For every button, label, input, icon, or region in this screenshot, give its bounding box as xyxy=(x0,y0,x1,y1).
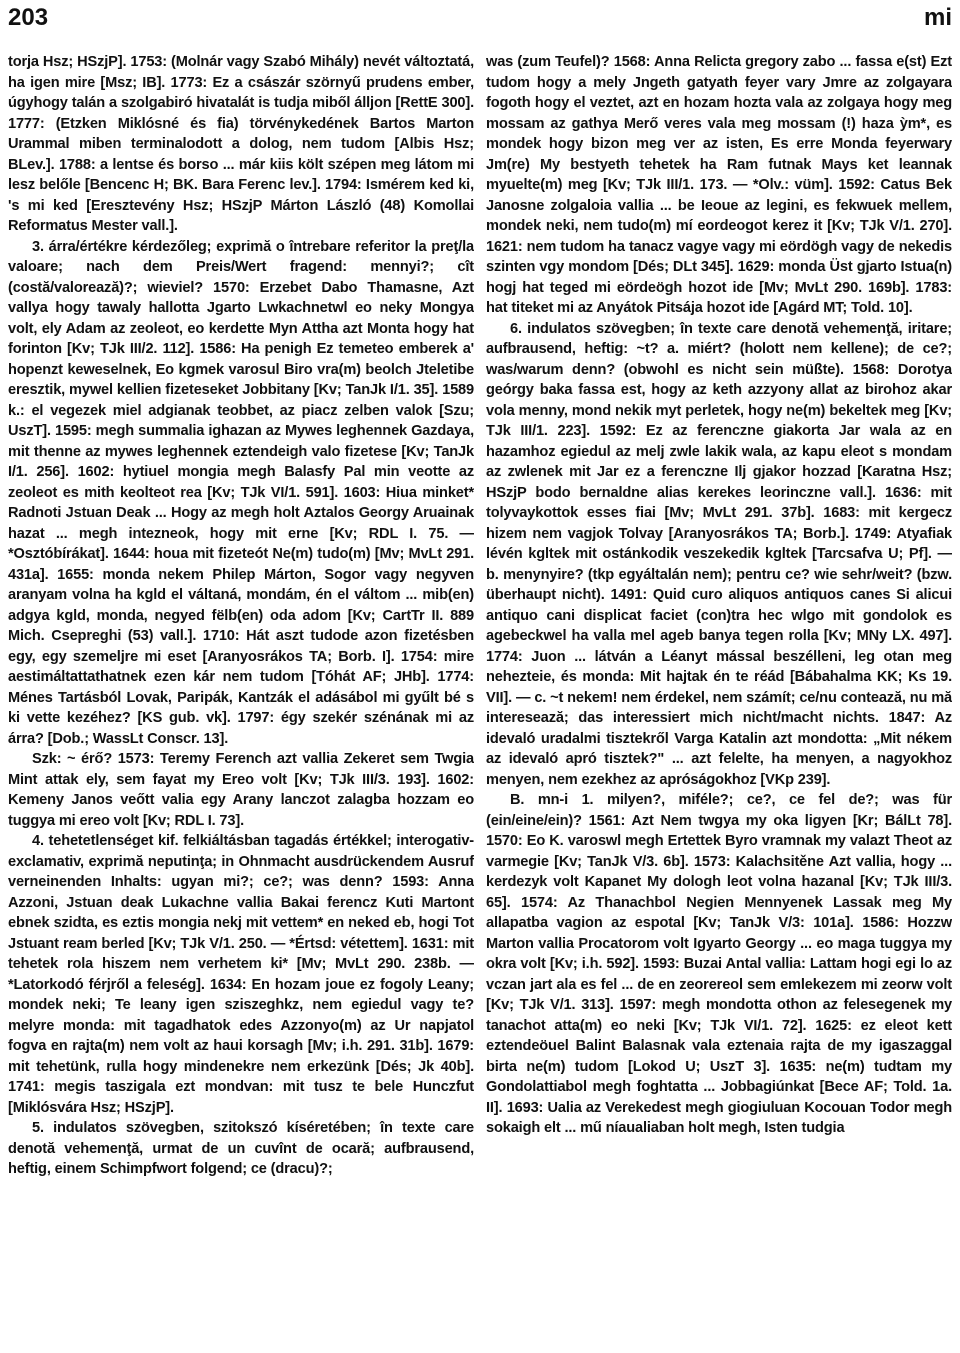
right-column xyxy=(486,52,952,1349)
page-number: 203 xyxy=(8,4,49,31)
left-column xyxy=(8,52,474,1349)
entry-paragraph: 4. tehetetlenséget kif. felkiáltásban tagadás értékkel; interogativ-exclamativ, exprimă neputinţa; in Ohnmacht ausdrückendem Ausruf verneinenden Inhalts: ugyan mi?; ce?; was denn? 1593: Anna Azzoni, Jstuan deak Lukachne vallia Bakai ferencz Kuti Martont ebnek szidta, es eztis mongia nekj mit vettem* en neked eb, hogi Tot Jstuant ream berled [Kv; TJk V/1. 250. — *Értsd: vétettem]. 1631: mit tehetek rola hiszem nem verhetem ki* [Mv; MvLt 290. 238b. — *Latorkodó férjről a feleség]. 1634: En hozam joue ez fogoly Leany; mondek neki; Te leany igen sziszeghkz, nem egiedul vagy te? melyre monda: mit tagadhatok edes Azzonyo(m) az Ur napjatol fogva en rajta(m) nem volt az haui korsagh [Mv; i.h. 291. 31b]. 1679: mit tehetünk, rulla hogy mindenekre nem erkezünk [Dés; Jk 40b]. 1741: megis taszigala ezt mondvan: mit tusz te bele Hunczfut [Miklósvára Hsz; HSzjP]. xyxy=(8,833,474,1116)
entry-paragraph: B. mn-i 1. milyen?, miféle?; ce?, ce fel de?; was für (ein/eine/ein)? 1561: Azt Nem twgya my oka ligyen [Kr; BálLt 78]. 1570: Eo K. varoswl megh Ertettek Byro vramnak my valazt Theot az varmegie [Kv; TanJk V/3. 6b]. 1573: Kalachsitěne Azt vallia, hogy ... kerdezyk volt Kapanet My dologh leot volna hazanal [Kv; TJk III/3. 65]. 1574: Az Thanachbol Negien Mennyenek Lassak meg My allapatba vagion az espotal [Kv; TanJk V/3: 101a]. 1586: Hozzw Marton vallia Procatorom volt Igyarto Georgy ... eo maga tuggya my okra volt [Kv; i.h. 592]. 1593: Buzai Antal vallia: Lattam hogi egi lo az vczan jart ala es fel ... de en zeorereol sem emlekezem mi zeorw volt [Kv; TJk V/1. 313]. 1597: megh mondotta othon az felesegenek my tanachot atta(m) eo neki [Kv; TJk VI/1. 72]. 1625: ez eleot kett eztendeöuel Balint Balasnak vala eztenaia rajta de my igaszaggal birta ne(m) tudom [Lokod U; UszT 3]. 1635: ne(m) tudtam my Gondolattiabol megh foghtatta ... Jobbagiúnkat [Bece AF; Told. 1a. II]. 1693: Ualia az Verekedest megh giogiuluan Kocouan Todor megh sokaigh elt ... mű níaualiaban holt megh, Isten tudgia xyxy=(486,792,952,1136)
entry-paragraph: 3. árra/értékre kérdezőleg; exprimă o întrebare referitor la preţ/la valoare; nach dem Preis/Wert fragend: mennyi?; cît (costă/valorează)?; wieviel? 1570: Erzebet Dabo Thamasne, Azt vallya hogy tawaly hallotta Jgarto Lwkachnetwl eo neky Mongya volt, ely Adam az zeoleot, eo kerdette Myn Attha azt Monta hogy hat forinton [Kv; TJk III/2. 112]. 1586: Ha penigh Ez temeteo emberek a' hopenzt keweselnek, Eo kgmek varosul Biro vra(m) beolch Jteletibe eresztik, mywel kellien fizeteseket Jobbitany [Kv; TanJk I/1. 35]. 1589 k.: el vegezek miel adgianak teobbet, az piacz zelben valok [Szu; UszT]. 1595: megh summalia ighazan az Mywes leghennek Gazdaya, mit thenne az mywes leghennek eztendeigh valo fizetese [Kv; TanJk I/1. 256]. 1602: hytiuel mongia megh Balasfy Pal min veotte az zeoleot es mith keolteot rea [Kv; TJk VI/1. 591]. 1603: Hiua minket* Radnoti Jstuan Deak ... Hogy az megh holt Aztalos Georgy Aruainak hazat ... megh intezneok, hogy mit erne [Kv; RDL I. 75. — *Osztóbírákat]. 1644: houa mit fizeteót Ne(m) tudo(m) [Mv; MvLt 291. 431a]. 1655: monda nekem Philep Márton, Sogor vagy negyven aranyam volna ha kgld el váltaná, mondám, én el váltom ... mib(en) adgya kgld, monda, negyed fëlb(en) oda adom [Kv; CartTr II. 889 Mich. Csepreghi (53) vall.]. 1710: Hát aszt tudode azon fizetésben egy, egy szemeljre mi eset [Aranyosrákos TA; Borb. I]. 1754: mire aestimáltattathatnek ezen kár nem tudom [Tóhát AF; JHb]. 1774: Ménes Tartásból Lovak, Paripák, Kantzák el adásábol mi gyűlt bé s ki vette kezéhez? [KS gub. vk]. 1797: égy szekér szénának mi az árra? [Dob.; WassLt Conscr. 13]. xyxy=(8,238,474,747)
entry-paragraph: torja Hsz; HSzjP]. 1753: (Molnár vagy Szabó Mihály) nevét változtatá, ha igen mire [Msz; IB]. 1773: Ez a császár szörnyű prudens ember, úgyhogy talán a szolgabiró hivatalát is tudja miből álljon [RettE 300]. 1777: (Etzken Miklósné és fia) törvénykedének Bartos Marton Urammal miben terminalodott a dolog, nem tudom [Albis Hsz; BLev.]. 1788: a lentse és borso ... már kiis költ szépen meg látom mi lesz belőle [Bencenc H; BK. Bara Ferenc lev.]. 1794: Ismérem ked ki, 's mi ked [Eresztevény Hsz; HSzjP Márton László (48) Komollai Reformatus Mester vall.]. xyxy=(8,54,474,234)
entry-paragraph: Szk: ~ érő? 1573: Teremy Ferench azt vallia Zekeret sem Twgia Mint attak ely, sem fayat my Ereo volt [Kv; TJk III/3. 193]. 1602: Kemeny Janos veőtt valia egy Arany lanczot zalagba hozzam eo tuggya mi ereo volt [Kv; RDL I. 73]. xyxy=(8,751,474,829)
entry-paragraph: was (zum Teufel)? 1568: Anna Relicta gregory zabo ... fassa e(st) Ezt tudom hogy a mely Jngeth gatyath feyer vary Jmre az zolgayara fogoth hogy el veztet, azt en hozam hozta vala az zolgaya hogy meg mossam az gathya Merő veres vala meg mossam (!) haza ỳm*, es mondek hogy bizon meg ver az isten, Es erre Monda feyerwary Jm(re) My bestyeth tehetek ha Ram futnak Mays ket leannak myuelte(m) meg [Kv; TJk III/1. 173. — *Olv.: vüm]. 1592: Catus Bek Janosne zolgaloia vallia ... be Ieoue az legini, es fekwuek mellem, mondek neki, nem tudo(m) mí eordeogot kerez it [Kv; TJk V/1. 270]. 1621: nem tudom ha tanacz vagye vagy mi eördögh vagy de nekedis szinten vgy mondom [Dés; DLt 345]. 1629: monda Üst gjarto Istua(n) hogj hat teged mi eördeögh hozot ide [Mv; MvLt 290. 169b]. 1783: hat titeket mi az Anyátok Pitsája hozot ide [Agárd MT; Told. 10]. xyxy=(486,54,952,316)
entry-paragraph: 6. indulatos szövegben; în texte care denotă vehemenţă, iritare; aufbrausend, heftig: ~t? a. miért? (holott nem kellene); de ce?; was/warum denn? (obwohl es nicht sein müßte). 1568: Dorotya geórgy baka fassa est, hogy az keth azzyony allat az birohoz akar vola menny, mond nekik myt perletek, hogy ne(m) bekeltek meg [Kv; TJk III/1. 223]. 1592: Ez az ferenczne giakorta Jar wala az en hazamhoz egiedul az melj zwle lakik wala, az kapu eleot s mondam az zwlenek mit Jar ez a ferenczne Ilj gjakor hozzad [Karatna Hsz; HSzjP bodo bernaldne alias kerekes leorinczne vall.]. 1636: mit tolyvaykottok esses fiai [Mv; MvLt 291. 37b]. 1683: mit kergecz hizem nem vagjok Tolvay [Aranyosrákos TA; Borb.]. 1749: Atyafiak lévén kgltek mit ostánkodik veszekedik kgltek [Tarcsafva U; Pf]. — b. menynyire? (tkp egyáltalán nem); pentru ce? wie sehr/weit? (bzw. überhaupt nicht). 1491: Quid curo aliquos antiquos canes Si alicui antiquo cani displicat faciet (con)tra hec wlgo mit gondolok es agebeckwel ha valla mel ageb banya tegen rolla [Kv; MNy LX. 497]. 1774: Juon ... látván a Léanyt mással beszélleni, leg otan meg nehezteie, és monda: Mit hajtak én te réád [Bábahalma KK; Ks 19. VII]. — c. ~t nekem! nem érdekel, nem számít; ce/nu contează, nu mă interesează; das interessiert mich nicht/macht nichts. 1847: Az idevaló uradalmi tisztekről Varga Katalin azt mondotta: „Mit nékem az idevaló apró tisztek?" ... azt felelte, ha menyen, a nagyokhoz menyen, nem ezekhez az apróságokhoz [VKp 239]. xyxy=(486,320,952,788)
running-head-word: mi xyxy=(923,4,952,31)
entry-paragraph: 5. indulatos szövegben, szitokszó kíséretében; în texte care denotă vehemenţă, urmat de un cuvînt de ocară; aufbrausend, heftig, einem Schimpfwort folgend; ce (dracu)?; xyxy=(8,1120,474,1177)
dictionary-columns xyxy=(8,52,952,1349)
page-header xyxy=(0,0,960,40)
